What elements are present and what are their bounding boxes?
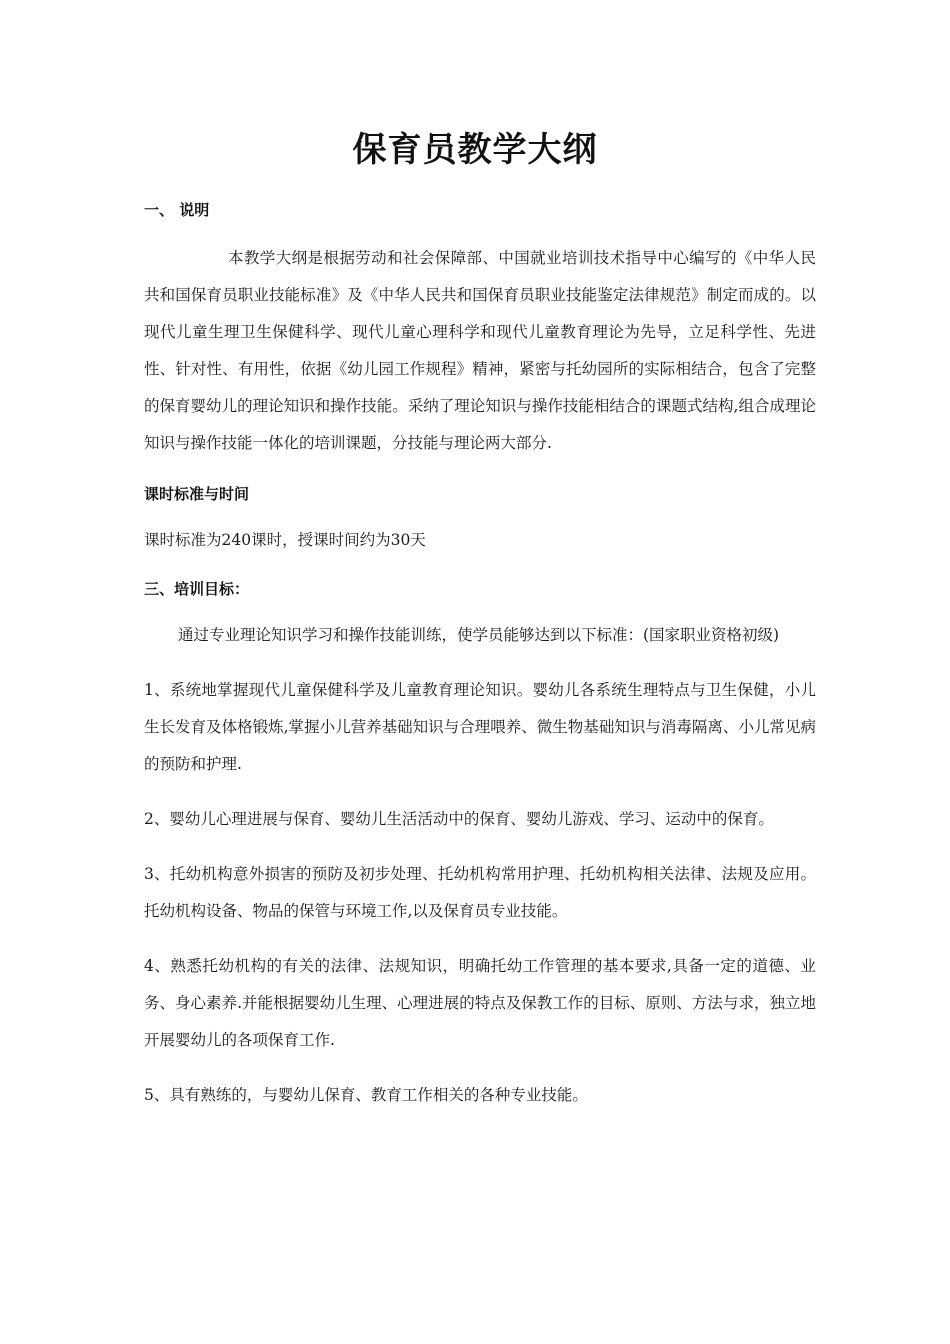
- document-title: 保育员教学大纲: [352, 130, 598, 170]
- document-body: [144, 196, 816, 1114]
- goal-item-1: 1、系统地掌握现代儿童保健科学及儿童教育理论知识。婴幼儿各系统生理特点与卫生保健，小儿生长发育及体格锻炼,掌握小儿营养基础知识与合理喂养、微生物基础知识与消毒隔离、小儿常见病的预防和护理.: [144, 681, 816, 773]
- section-heading-hours: 课时标准与时间: [144, 485, 250, 503]
- goal-item-5: 5、具有熟练的，与婴幼儿保育、教育工作相关的各种专业技能。: [144, 1086, 588, 1104]
- goals-intro-paragraph: 通过专业理论知识学习和操作技能训练，使学员能够达到以下标准：(国家职业资格初级): [178, 626, 780, 644]
- hours-paragraph: 课时标准为240课时，授课时间约为30天: [144, 531, 426, 549]
- goal-item-2: 2、婴幼儿心理进展与保育、婴幼儿生活活动中的保育、婴幼儿游戏、学习、运动中的保育。: [144, 810, 774, 828]
- goal-item-3: 3、托幼机构意外损害的预防及初步处理、托幼机构常用护理、托幼机构相关法律、法规及应用。托幼机构设备、物品的保管与环境工作,以及保育员专业技能。: [144, 865, 816, 920]
- section-heading-explanation: 一、 说明: [144, 201, 210, 219]
- goal-item-4: 4、熟悉托幼机构的有关的法律、法规知识，明确托幼工作管理的基本要求,具备一定的道德、业务、身心素养.并能根据婴幼儿生理、心理进展的特点及保教工作的目标、原则、方法与求，独立地开展婴幼儿的各项保育工作.: [144, 957, 816, 1049]
- explanation-paragraph: 本教学大纲是根据劳动和社会保障部、中国就业培训技术指导中心编写的《中华人民共和国保育员职业技能标准》及《中华人民共和国保育员职业技能鉴定法律规范》制定而成的。以现代儿童生理卫生保健科学、现代儿童心理科学和现代儿童教育理论为先导，立足科学性、先进性、针对性、有用性，依据《幼儿园工作规程》精神，紧密与托幼园所的实际相结合，包含了完整的保育婴幼儿的理论知识和操作技能。采纳了理论知识与操作技能相结合的课题式结构,组合成理论知识与操作技能一体化的培训课题，分技能与理论两大部分.: [144, 249, 816, 452]
- section-heading-goals: 三、培训目标：: [144, 580, 250, 598]
